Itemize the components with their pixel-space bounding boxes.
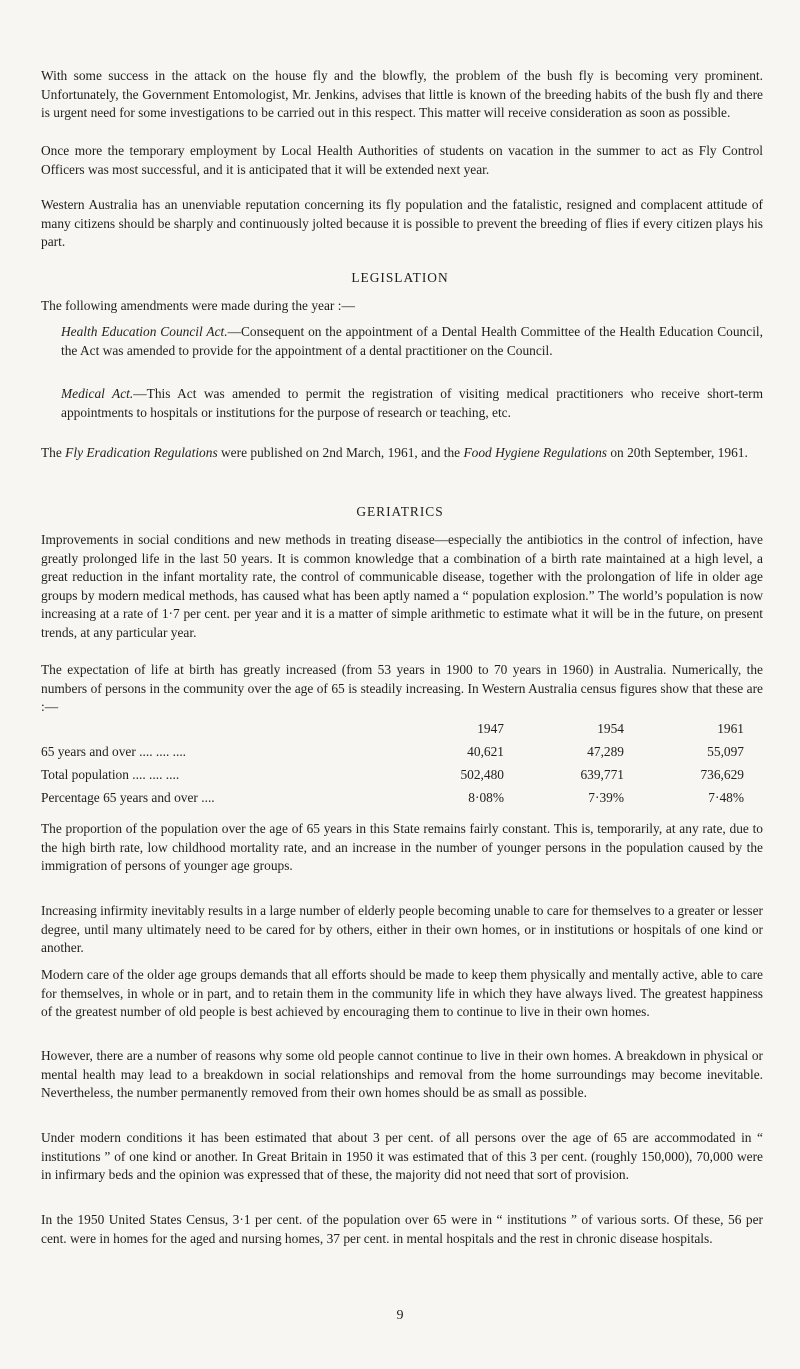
fly-eradication-regulations: Fly Eradication Regulations <box>65 445 218 460</box>
medical-act-text: —This Act was amended to permit the registration of visiting medical practitioners who receive short-term appointments to hospitals or institutions for the purpose of research or teaching, etc. <box>61 386 763 420</box>
row-label: Total population .... .... .... <box>41 766 180 782</box>
food-hygiene-regulations: Food Hygiene Regulations <box>463 445 608 460</box>
medical-act-title: Medical Act. <box>61 386 134 401</box>
geriatrics-paragraph-4: Increasing infirmity inevitably results in a large number of elderly people becoming unable to care for themselves to a greater or lesser degree, until many ultimately need to be cared for by others, either in their own homes, or in institutions or hospitals of one kind or another. <box>41 903 763 956</box>
page-number: 9 <box>396 1308 404 1323</box>
table-row <box>41 786 744 809</box>
row-label: Percentage 65 years and over .... <box>41 789 215 805</box>
cell-value: 55,097 <box>707 743 744 759</box>
paragraph-fly-population: Western Australia has an unenviable reputation concerning its fly population and the fatalistic, resigned and complacent attitude of many citizens should be sharply and continuously jolted because it is possible to prevent the breeding of flies if every citizen plays his part. <box>41 197 763 250</box>
geriatrics-paragraph-2: The expectation of life at birth has greatly increased (from 53 years in 1900 to 70 years in 1960) in Australia. Numerically, the numbers of persons in the community over the age of 65 is steadily increasing. In Western Australia census figures show that these are :— <box>41 662 763 715</box>
row-label: 65 years and over .... .... .... <box>41 743 187 759</box>
regulations-text-mid: were published on 2nd March, 1961, and the <box>217 445 464 460</box>
regulations-text-post: on 20th September, 1961. <box>607 445 748 460</box>
geriatrics-heading: GERIATRICS <box>356 504 444 519</box>
geriatrics-paragraph-8: In the 1950 United States Census, 3·1 per cent. of the population over 65 were in “ institutions ” of various sorts. Of these, 56 per cent. were in homes for the aged and nursing homes, 37 per cent. in mental hospitals and the rest in chronic disease hospitals. <box>41 1212 763 1246</box>
regulations-paragraph <box>41 444 763 463</box>
geriatrics-paragraph-5: Modern care of the older age groups demands that all efforts should be made to keep them physically and mentally active, able to care for themselves, in whole or in part, and to retain them in the community life in which they have always lived. The greatest happiness of the greatest number of old people is best achieved by encouraging them to continue to live in their own homes. <box>41 967 763 1020</box>
cell-value: 8·08% <box>468 789 504 805</box>
geriatrics-paragraph-3: The proportion of the population over the age of 65 years in this State remains fairly constant. This is, temporarily, at any rate, due to the high birth rate, low childhood mortality rate, and an increase in the number of younger persons in the population caused by the immigration of persons of younger age groups. <box>41 821 763 874</box>
table-row <box>41 763 744 786</box>
legislation-heading: LEGISLATION <box>351 270 449 285</box>
paragraph-bush-fly: With some success in the attack on the house fly and the blowfly, the problem of the bush fly is becoming very prominent. Unfortunately, the Government Entomologist, Mr. Jenkins, advises that little is known of the breeding habits of the bush fly and there is urgent need for some investigations to be carried out in this respect. This matter will receive consideration as soon as possible. <box>41 68 763 121</box>
cell-value: 40,621 <box>467 743 504 759</box>
cell-value: 7·48% <box>708 789 744 805</box>
cell-value: 736,629 <box>700 766 744 782</box>
health-education-act-text: —Consequent on the appointment of a Dental Health Committee of the Health Education Council, the Act was amended to provide for the appointment of a dental practitioner on the Council. <box>61 324 763 358</box>
geriatrics-paragraph-6: However, there are a number of reasons why some old people cannot continue to live in their own homes. A breakdown in physical or mental health may lead to a breakdown in social relationships and removal from the home surroundings may become inevitable. Nevertheless, the number permanently removed from their own homes should be as small as possible. <box>41 1048 763 1101</box>
geriatrics-paragraph-7: Under modern conditions it has been estimated that about 3 per cent. of all persons over the age of 65 are accommodated in “ institutions ” of one kind or another. In Great Britain in 1950 it was estimated that of this 3 per cent. (roughly 150,000), 70,000 were in infirmary beds and the opinion was expressed that of these, the majority did not need that sort of provision. <box>41 1130 763 1183</box>
census-header-row <box>41 717 744 740</box>
census-year: 1961 <box>717 720 744 736</box>
census-year: 1947 <box>477 720 504 736</box>
cell-value: 7·39% <box>588 789 624 805</box>
medical-act-paragraph <box>61 385 763 422</box>
health-education-act-paragraph <box>61 323 763 360</box>
cell-value: 47,289 <box>587 743 624 759</box>
census-table <box>41 717 744 809</box>
legislation-intro: The following amendments were made during the year :— <box>41 298 355 313</box>
geriatrics-paragraph-1: Improvements in social conditions and new methods in treating disease—especially the antibiotics in the control of infection, have greatly prolonged life in the last 50 years. It is common knowledge that a combination of a birth rate maintained at a high level, a great reduction in the infant mortality rate, the control of communicable disease, together with the prolongation of life in older age groups by modern medical methods, has caused what has been aptly named a “ population explosion.” The world’s population is now increasing at a rate of 1·7 per cent. per year and it is a matter of simple arithmetic to estimate what it will be in the future, on present trends, at any particular year. <box>41 532 763 640</box>
paragraph-fly-control-officers: Once more the temporary employment by Local Health Authorities of students on vacation in the summer to act as Fly Control Officers was most successful, and it is anticipated that it will be extended next year. <box>41 143 763 177</box>
table-row <box>41 740 744 763</box>
health-education-act-title: Health Education Council Act. <box>61 324 228 339</box>
cell-value: 639,771 <box>580 766 624 782</box>
census-year: 1954 <box>597 720 624 736</box>
cell-value: 502,480 <box>460 766 504 782</box>
regulations-text-pre: The <box>41 445 66 460</box>
